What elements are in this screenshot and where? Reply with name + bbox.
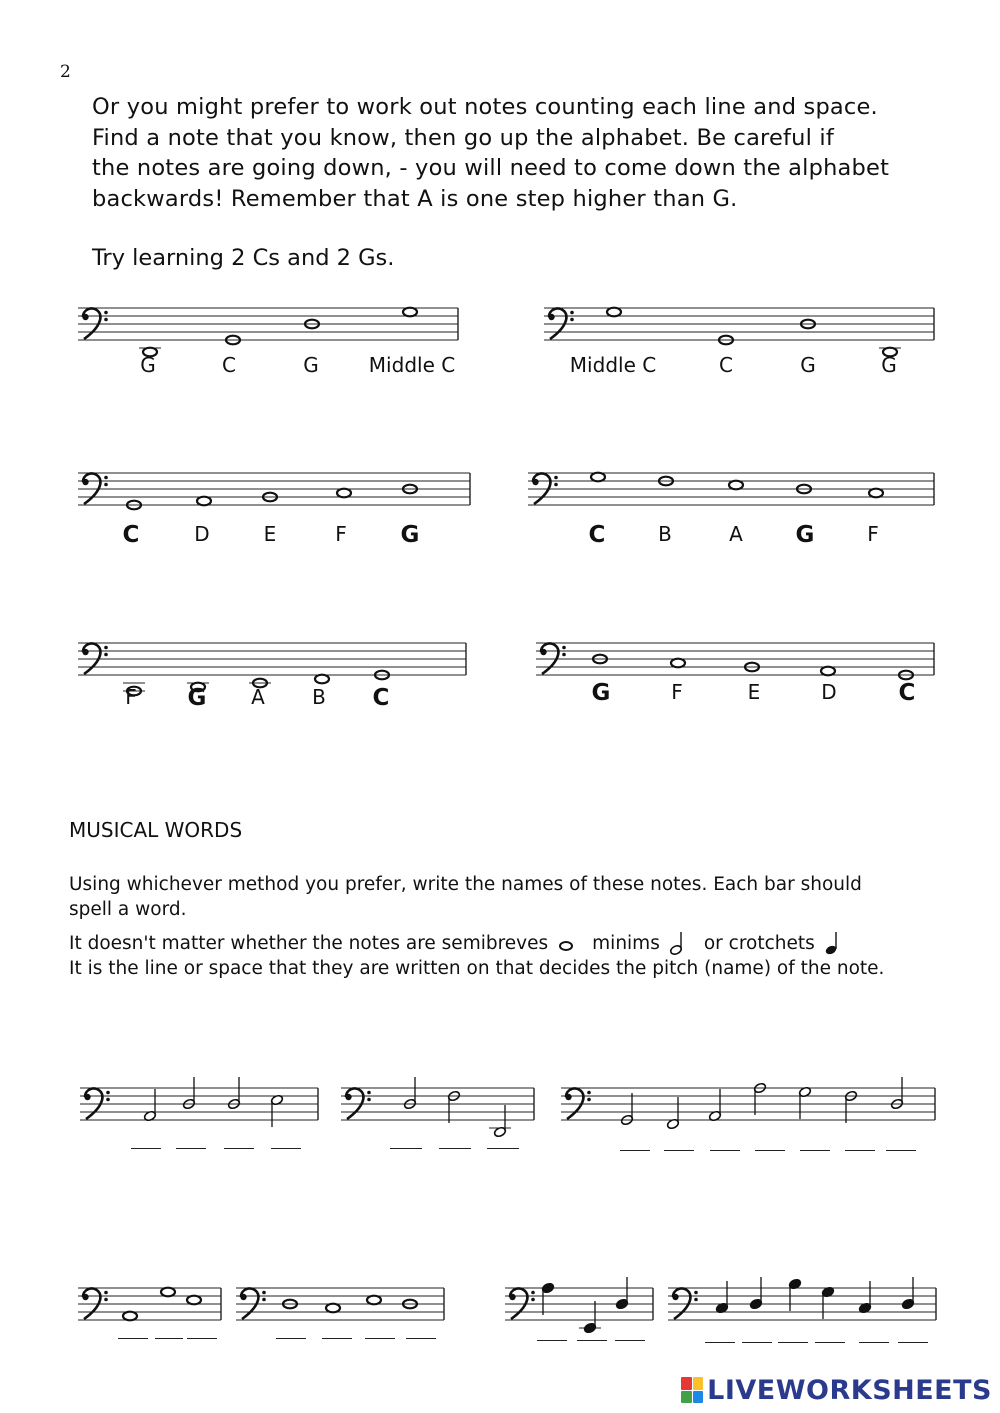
semibreve-note <box>869 489 883 498</box>
note-label: G <box>303 353 319 377</box>
answer-blank[interactable] <box>406 1338 436 1339</box>
answer-blank[interactable] <box>224 1148 254 1149</box>
semibreve-note <box>607 308 621 317</box>
answer-blank[interactable] <box>620 1150 650 1151</box>
minim-icon <box>668 930 688 956</box>
answer-blank[interactable] <box>755 1150 785 1151</box>
intro-line: the notes are going down, - you will need to come down the alphabet <box>92 155 890 181</box>
answer-blank[interactable] <box>322 1338 352 1339</box>
note-label: E <box>747 680 761 704</box>
answer-blank[interactable] <box>577 1340 607 1341</box>
instruction-line: Using whichever method you prefer, write the names of these notes. Each bar should <box>69 874 862 895</box>
answer-blank[interactable] <box>898 1342 928 1343</box>
answer-blank[interactable] <box>118 1338 148 1339</box>
answer-blank[interactable] <box>742 1342 772 1343</box>
answer-blank[interactable] <box>131 1148 161 1149</box>
answer-blank[interactable] <box>537 1340 567 1341</box>
note-label: A <box>251 685 265 709</box>
note-label: F <box>671 680 683 704</box>
note-label: G <box>187 685 207 711</box>
example-staff-2 <box>536 290 946 350</box>
note-label: G <box>795 522 815 548</box>
answer-blank[interactable] <box>859 1342 889 1343</box>
semibreve-note <box>123 1312 137 1321</box>
note-label: F <box>867 522 879 546</box>
example-staff-4 <box>520 455 945 515</box>
semibreve-note <box>729 481 743 490</box>
note-label: E <box>263 522 277 546</box>
answer-blank[interactable] <box>778 1342 808 1343</box>
answer-blank[interactable] <box>815 1342 845 1343</box>
answer-blank[interactable] <box>664 1150 694 1151</box>
note-label: C <box>898 680 916 706</box>
section-title: MUSICAL WORDS <box>69 818 243 842</box>
semibreve-note <box>591 473 605 482</box>
example-staff-5 <box>70 625 475 685</box>
answer-blank[interactable] <box>365 1338 395 1339</box>
note-label: Middle C <box>569 353 657 377</box>
note-label: G <box>881 353 897 377</box>
liveworksheets-logo <box>681 1373 992 1407</box>
semibreve-note <box>821 667 835 676</box>
note-label: G <box>400 522 420 548</box>
semibreve-note <box>197 497 211 506</box>
crotchet-icon <box>823 930 843 956</box>
answer-blank[interactable] <box>439 1148 471 1149</box>
semibreve-note <box>187 1296 201 1305</box>
example-staff-3 <box>70 455 480 515</box>
answer-blank[interactable] <box>800 1150 830 1151</box>
note-label: C <box>588 522 606 548</box>
intro-line: Or you might prefer to work out notes counting each line and space. <box>92 94 878 120</box>
note-label: D <box>821 680 837 704</box>
answer-blank[interactable] <box>155 1338 183 1339</box>
note-label: C <box>372 685 390 711</box>
note-label: G <box>591 680 611 706</box>
word-staff-6 <box>497 1270 662 1330</box>
intro-paragraph <box>92 92 972 214</box>
logo-text: LIVEWORKSHEETS <box>707 1374 992 1406</box>
logo-tiles-icon <box>681 1377 703 1403</box>
semibreve-note <box>367 1296 381 1305</box>
answer-blank[interactable] <box>710 1150 740 1151</box>
answer-blank[interactable] <box>487 1148 519 1149</box>
note-label: B <box>312 685 326 709</box>
note-label: Middle C <box>368 353 456 377</box>
semibreve-note <box>315 675 329 684</box>
answer-blank[interactable] <box>276 1338 306 1339</box>
semibreve-icon <box>556 933 576 953</box>
note-label: D <box>194 522 210 546</box>
instruction-line: spell a word. <box>69 899 187 920</box>
note-label: F <box>335 522 347 546</box>
note-types-text: minims <box>592 932 660 954</box>
word-staff-3 <box>553 1060 945 1130</box>
semibreve-note <box>326 1304 340 1313</box>
example-staff-1 <box>70 290 470 350</box>
note-label: A <box>729 522 743 546</box>
word-staff-1 <box>72 1070 327 1130</box>
answer-blank[interactable] <box>845 1150 875 1151</box>
word-staff-2 <box>333 1070 543 1130</box>
word-staff-4 <box>70 1270 230 1330</box>
intro-line: Find a note that you know, then go up the alphabet. Be careful if <box>92 124 835 151</box>
note-types-text: or crotchets <box>703 932 815 954</box>
semibreve-note <box>161 1288 175 1297</box>
word-staff-7 <box>660 1262 945 1330</box>
note-label: C <box>719 353 733 377</box>
page-number: 2 <box>60 62 71 82</box>
answer-blank[interactable] <box>271 1148 301 1149</box>
note-label: C <box>222 353 236 377</box>
example-staff-6 <box>528 625 943 685</box>
try-instruction: Try learning 2 Cs and 2 Gs. <box>92 245 395 271</box>
pitch-explanation: It is the line or space that they are written on that decides the pitch (name) of the note. <box>69 958 885 979</box>
note-label: B <box>658 522 672 546</box>
intro-line: backwards! Remember that A is one step higher than G. <box>92 185 738 212</box>
note-label: G <box>140 353 156 377</box>
semibreve-note <box>671 659 685 668</box>
answer-blank[interactable] <box>390 1148 422 1149</box>
note-types-text: It doesn't matter whether the notes are semibreves <box>69 932 549 954</box>
note-label: F <box>125 685 137 709</box>
semibreve-note <box>403 308 417 317</box>
word-staff-5 <box>228 1270 453 1330</box>
note-label: C <box>122 522 140 548</box>
semibreve-note <box>337 489 351 498</box>
note-types-line <box>69 930 843 956</box>
answer-blank[interactable] <box>187 1338 217 1339</box>
answer-blank[interactable] <box>176 1148 206 1149</box>
answer-blank[interactable] <box>615 1340 645 1341</box>
answer-blank[interactable] <box>886 1150 916 1151</box>
answer-blank[interactable] <box>705 1342 735 1343</box>
note-label: G <box>800 353 816 377</box>
